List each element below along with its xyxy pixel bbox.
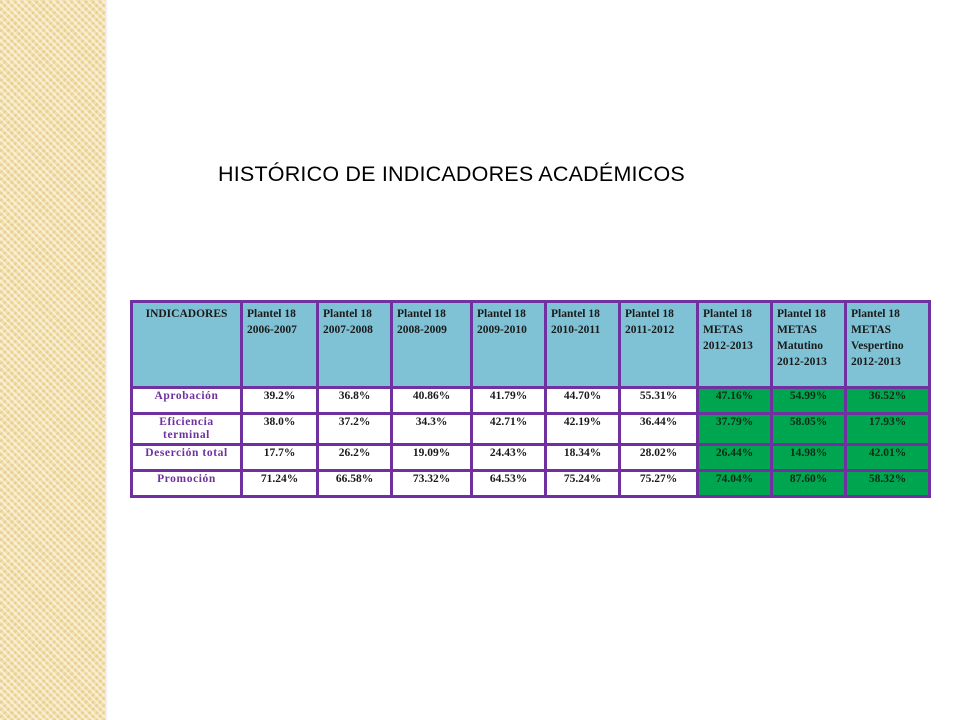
goal-cell: 54.99% xyxy=(772,388,846,414)
decorative-side-strip xyxy=(0,0,105,720)
table-cell: 38.0% xyxy=(242,414,318,445)
table-cell: 73.32% xyxy=(392,471,472,497)
row-label: Eficiencia terminal xyxy=(132,414,242,445)
header-metas-matutino: Plantel 18 METAS Matutino 2012-2013 xyxy=(772,302,846,388)
header-2006-2007: Plantel 18 2006-2007 xyxy=(242,302,318,388)
table-cell: 75.24% xyxy=(546,471,620,497)
table-cell: 39.2% xyxy=(242,388,318,414)
goal-cell: 42.01% xyxy=(846,445,930,471)
header-metas-2012-2013: Plantel 18 METAS 2012-2013 xyxy=(698,302,772,388)
header-metas-vespertino: Plantel 18 METAS Vespertino 2012-2013 xyxy=(846,302,930,388)
side-strip-shadow xyxy=(105,0,108,720)
goal-cell: 58.32% xyxy=(846,471,930,497)
slide-title: HISTÓRICO DE INDICADORES ACADÉMICOS xyxy=(218,162,685,186)
table-row xyxy=(132,414,930,445)
table-cell: 36.8% xyxy=(318,388,392,414)
table-cell: 40.86% xyxy=(392,388,472,414)
table-cell: 19.09% xyxy=(392,445,472,471)
row-label: Promoción xyxy=(132,471,242,497)
indicators-table xyxy=(130,300,931,498)
goal-cell: 14.98% xyxy=(772,445,846,471)
header-2011-2012: Plantel 18 2011-2012 xyxy=(620,302,698,388)
header-2010-2011: Plantel 18 2010-2011 xyxy=(546,302,620,388)
goal-cell: 17.93% xyxy=(846,414,930,445)
table-cell: 66.58% xyxy=(318,471,392,497)
goal-cell: 87.60% xyxy=(772,471,846,497)
table-cell: 24.43% xyxy=(472,445,546,471)
row-label: Deserción total xyxy=(132,445,242,471)
table-cell: 26.2% xyxy=(318,445,392,471)
table-cell: 18.34% xyxy=(546,445,620,471)
goal-cell: 47.16% xyxy=(698,388,772,414)
table-header-row xyxy=(132,302,930,388)
table-cell: 44.70% xyxy=(546,388,620,414)
row-label: Aprobación xyxy=(132,388,242,414)
goal-cell: 36.52% xyxy=(846,388,930,414)
table-row xyxy=(132,445,930,471)
header-2008-2009: Plantel 18 2008-2009 xyxy=(392,302,472,388)
table-cell: 64.53% xyxy=(472,471,546,497)
goal-cell: 58.05% xyxy=(772,414,846,445)
table-cell: 42.19% xyxy=(546,414,620,445)
table-row xyxy=(132,471,930,497)
goal-cell: 26.44% xyxy=(698,445,772,471)
table-cell: 28.02% xyxy=(620,445,698,471)
table-cell: 34.3% xyxy=(392,414,472,445)
header-indicadores: INDICADORES xyxy=(132,302,242,388)
table-cell: 55.31% xyxy=(620,388,698,414)
header-2007-2008: Plantel 18 2007-2008 xyxy=(318,302,392,388)
table-cell: 17.7% xyxy=(242,445,318,471)
table-cell: 42.71% xyxy=(472,414,546,445)
table-cell: 75.27% xyxy=(620,471,698,497)
table-cell: 36.44% xyxy=(620,414,698,445)
goal-cell: 74.04% xyxy=(698,471,772,497)
table-cell: 71.24% xyxy=(242,471,318,497)
header-2009-2010: Plantel 18 2009-2010 xyxy=(472,302,546,388)
table-cell: 37.2% xyxy=(318,414,392,445)
table-cell: 41.79% xyxy=(472,388,546,414)
table-row xyxy=(132,388,930,414)
goal-cell: 37.79% xyxy=(698,414,772,445)
